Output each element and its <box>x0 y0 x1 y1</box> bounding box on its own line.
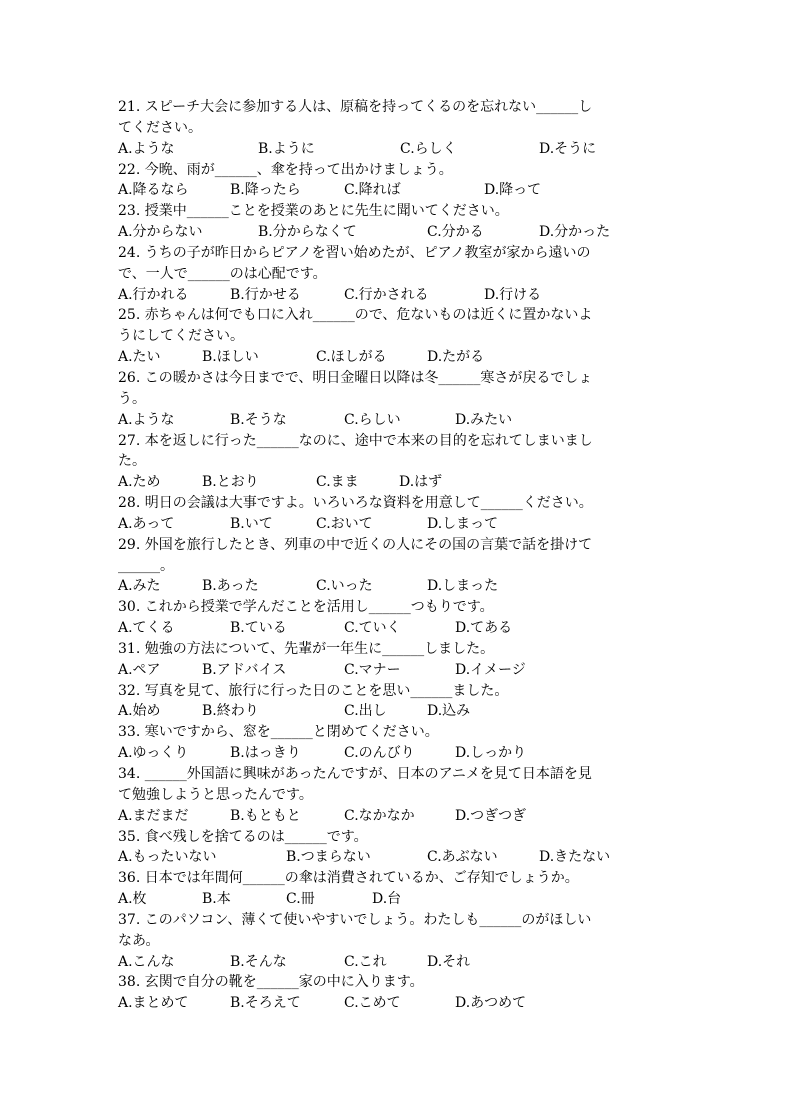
question-text: 26. この暖かさは今日までで、明日金曜日以降は冬______寒さが戻るでしょ <box>118 369 593 386</box>
option-a: A.行かれる <box>118 286 189 303</box>
option-b: B.あった <box>202 578 259 595</box>
question-27 <box>118 431 678 494</box>
option-a: A.たい <box>118 349 161 366</box>
options-row <box>118 514 678 535</box>
option-b: B.そうな <box>230 411 287 428</box>
question-38 <box>118 972 678 1014</box>
option-c: C.ほしがる <box>316 349 387 366</box>
question-text: 27. 本を返しに行った______なのに、途中で本来の目的を忘れてしまいまし <box>118 432 593 449</box>
question-30 <box>118 597 678 639</box>
option-a: A.降るなら <box>118 182 189 199</box>
options-row <box>118 472 678 493</box>
options-row <box>118 806 678 827</box>
question-26 <box>118 368 678 431</box>
option-b: B.はっきり <box>230 745 301 762</box>
option-c: C.らしく <box>400 140 457 157</box>
question-text: 37. このパソコン、薄くて使いやすいでしょう。わたしも______のがほしい <box>118 911 592 928</box>
question-text: ______。 <box>118 557 174 574</box>
option-a: A.みた <box>118 578 161 595</box>
option-a: A.まとめて <box>118 995 189 1012</box>
option-a: A.まだまだ <box>118 807 189 824</box>
option-b: B.いて <box>230 515 273 532</box>
option-d: D.たがる <box>427 349 485 366</box>
question-21 <box>118 97 678 160</box>
option-b: B.降ったら <box>230 182 301 199</box>
question-28 <box>118 493 678 535</box>
option-d: D.そうに <box>539 140 597 157</box>
option-c: C.らしい <box>344 411 401 428</box>
question-text: 29. 外国を旅行したとき、列車の中で近くの人にその国の言葉で話を掛けて <box>118 536 593 553</box>
question-sheet <box>118 97 678 1014</box>
option-a: A.ような <box>118 140 175 157</box>
question-22 <box>118 160 678 202</box>
options-row <box>118 222 678 243</box>
option-d: D.込み <box>427 703 471 720</box>
question-text: 21. スピーチ大会に参加する人は、原稿を持ってくるのを忘れない______し <box>118 99 593 115</box>
option-a: A.分からない <box>118 224 203 241</box>
option-c: C.これ <box>344 953 387 970</box>
option-c: C.のんびり <box>344 745 415 762</box>
option-d: D.行ける <box>484 286 542 303</box>
options-row <box>118 618 678 639</box>
question-text: う。 <box>118 390 146 407</box>
options-row <box>118 180 678 201</box>
option-d: D.イメージ <box>455 661 526 678</box>
options-row <box>118 952 678 973</box>
option-d: D.はず <box>399 474 443 491</box>
question-31 <box>118 639 678 681</box>
question-text: 31. 勉強の方法について、先輩が一年生に______しました。 <box>118 640 495 657</box>
option-b: B.終わり <box>202 703 259 720</box>
question-text: で、一人で______のは心配です。 <box>118 265 327 282</box>
option-d: D.それ <box>427 953 471 970</box>
question-text: て勉強しようと思ったんです。 <box>118 786 313 803</box>
option-b: B.ている <box>230 620 287 637</box>
options-row <box>118 660 678 681</box>
option-b: B.アドバイス <box>202 661 287 678</box>
option-b: B.とおり <box>202 474 259 491</box>
options-row <box>118 576 678 597</box>
question-35 <box>118 827 678 869</box>
option-c: C.マナー <box>344 661 401 678</box>
option-b: B.分からなくて <box>258 224 357 241</box>
options-row <box>118 285 678 306</box>
option-c: C.ていく <box>344 620 401 637</box>
option-d: D.あつめて <box>455 995 527 1012</box>
question-text: てください。 <box>118 119 202 136</box>
question-37 <box>118 910 678 973</box>
question-text: 32. 写真を見て、旅行に行った日のことを思い______ました。 <box>118 682 509 699</box>
option-d: D.しまった <box>427 578 499 595</box>
question-text: 23. 授業中______ことを授業のあとに先生に聞いてください。 <box>118 203 509 220</box>
option-d: D.みたい <box>455 411 513 428</box>
option-d: D.きたない <box>539 849 611 866</box>
question-25 <box>118 305 678 368</box>
option-c: C.なかなか <box>344 807 415 824</box>
option-c: C.分かる <box>427 224 484 241</box>
option-d: D.つぎつぎ <box>455 807 527 824</box>
option-d: D.台 <box>372 891 402 908</box>
option-a: A.もったいない <box>118 849 217 866</box>
option-b: B.ほしい <box>202 349 259 366</box>
question-text: 34. ______外国語に興味があったんですが、日本のアニメを見て日本語を見 <box>118 766 592 782</box>
question-text: 25. 赤ちゃんは何でも口に入れ______ので、危ないものは近くに置かないよ <box>118 307 593 324</box>
option-a: A.始め <box>118 703 161 720</box>
question-text: 36. 日本では年間何______の傘は消費されているか、ご存知でしょうか。 <box>118 870 579 887</box>
question-33 <box>118 722 678 764</box>
option-b: B.もともと <box>230 807 301 824</box>
options-row <box>118 347 678 368</box>
option-c: C.あぶない <box>427 849 498 866</box>
option-c: C.こめて <box>344 995 401 1012</box>
option-c: C.まま <box>316 474 359 491</box>
question-text: 24. うちの子が昨日からピアノを習い始めたが、ピアノ教室が家から遠いの <box>118 244 591 261</box>
question-23 <box>118 201 678 243</box>
option-b: B.行かせる <box>230 286 301 303</box>
question-text: なあ。 <box>118 932 160 949</box>
option-d: D.てある <box>455 620 513 637</box>
question-36 <box>118 868 678 910</box>
option-b: B.本 <box>202 891 231 908</box>
option-c: C.降れば <box>344 182 401 199</box>
question-text: 22. 今晩、雨が______、傘を持って出かけましょう。 <box>118 161 453 178</box>
option-a: A.ため <box>118 474 161 491</box>
options-row <box>118 889 678 910</box>
option-a: A.枚 <box>118 891 147 908</box>
option-c: C.おいて <box>316 515 373 532</box>
option-b: B.そろえて <box>230 995 301 1012</box>
question-text: 38. 玄関で自分の靴を______家の中に入ります。 <box>118 974 424 991</box>
option-c: C.行かされる <box>344 286 429 303</box>
options-row <box>118 410 678 431</box>
options-row <box>118 139 678 160</box>
option-a: A.あって <box>118 515 175 532</box>
options-row <box>118 993 678 1014</box>
question-text: 33. 寒いですから、窓を______と閉めてください。 <box>118 724 439 741</box>
option-a: A.こんな <box>118 953 175 970</box>
option-d: D.降って <box>484 182 542 199</box>
options-row <box>118 743 678 764</box>
option-a: A.ペア <box>118 661 161 678</box>
option-c: C.冊 <box>286 891 315 908</box>
option-d: D.しっかり <box>455 745 527 762</box>
option-d: D.しまって <box>427 515 499 532</box>
option-b: B.そんな <box>230 953 287 970</box>
option-c: C.いった <box>316 578 373 595</box>
question-text: た。 <box>118 453 146 470</box>
question-24 <box>118 243 678 306</box>
option-a: A.ような <box>118 411 175 428</box>
options-row <box>118 701 678 722</box>
option-d: D.分かった <box>539 224 611 241</box>
option-a: A.ゆっくり <box>118 745 189 762</box>
option-c: C.出し <box>344 703 387 720</box>
question-text: 30. これから授業で学んだことを活用し______つもりです。 <box>118 599 494 616</box>
options-row <box>118 847 678 868</box>
question-text: 35. 食べ残しを捨てるのは______です。 <box>118 828 368 845</box>
option-b: B.つまらない <box>286 849 371 866</box>
question-text: 28. 明日の会議は大事ですよ。いろいろな資料を用意して______ください。 <box>118 495 593 512</box>
option-b: B.ように <box>258 140 315 157</box>
question-32 <box>118 681 678 723</box>
question-34 <box>118 764 678 827</box>
question-29 <box>118 535 678 598</box>
option-a: A.てくる <box>118 620 175 637</box>
question-text: うにしてください。 <box>118 328 244 345</box>
